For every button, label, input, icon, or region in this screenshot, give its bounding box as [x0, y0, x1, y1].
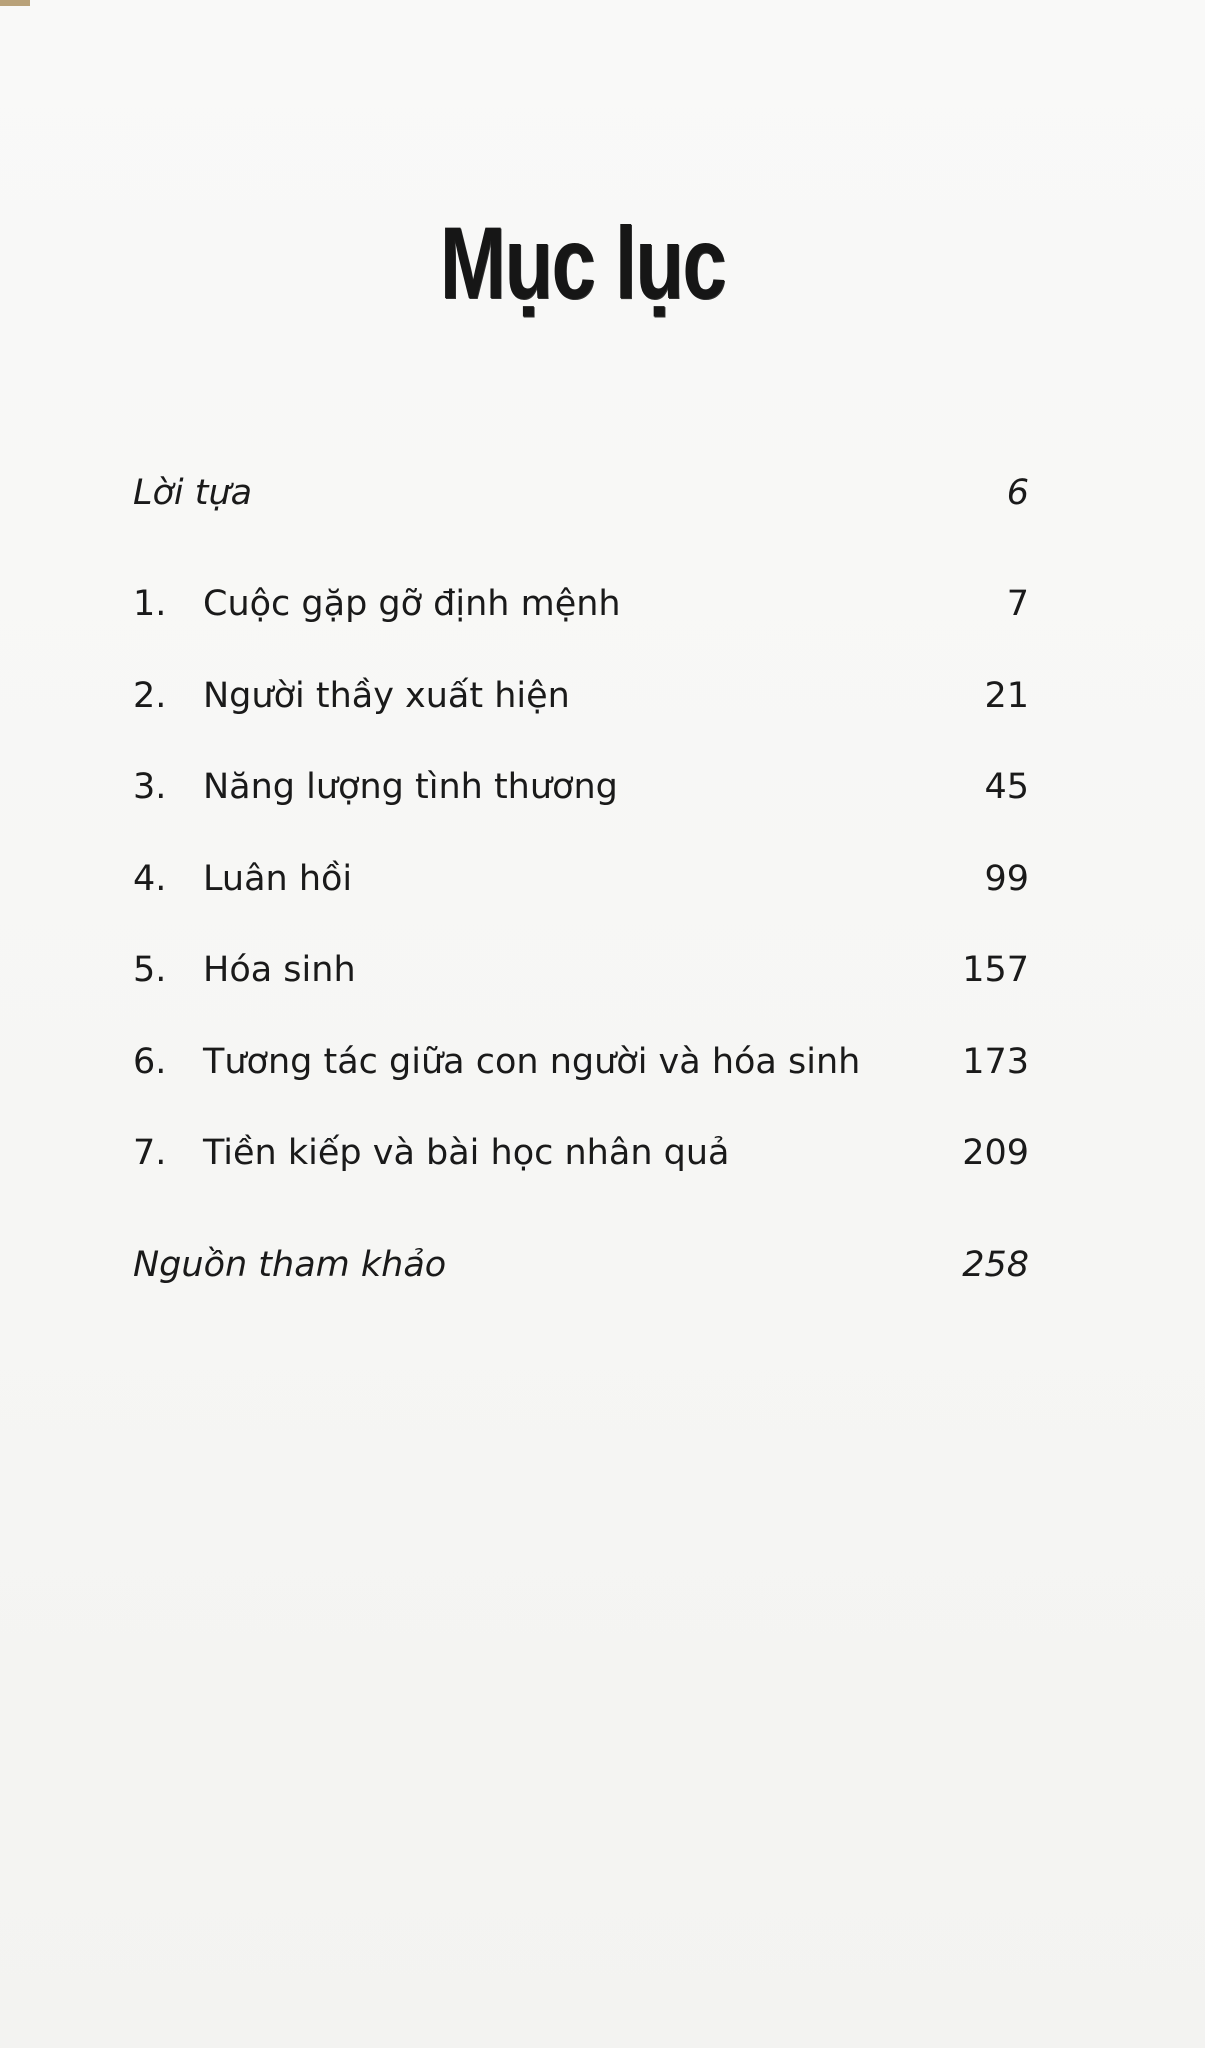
toc-entry-page: 45 [984, 767, 1029, 807]
toc-entry-label: Luân hồi [203, 859, 353, 899]
toc-entry-chapter-6[interactable] [133, 1032, 1029, 1092]
toc-entry-references[interactable] [133, 1235, 1029, 1295]
toc-entry-page: 21 [984, 676, 1029, 716]
toc-entry-chapter-2[interactable] [133, 666, 1029, 726]
toc-entry-number: 5. [133, 950, 167, 990]
toc-entry-chapter-1[interactable] [133, 574, 1029, 634]
toc-entry-label: Tiền kiếp và bài học nhân quả [203, 1133, 730, 1173]
toc-entry-number: 7. [133, 1133, 167, 1173]
toc-entry-label: Hóa sinh [203, 950, 356, 990]
toc-entry-label: Nguồn tham khảo [133, 1245, 447, 1285]
toc-entry-label: Năng lượng tình thương [203, 767, 618, 807]
toc-entry-chapter-5[interactable] [133, 940, 1029, 1000]
toc-entry-page: 258 [962, 1245, 1029, 1285]
toc-entry-chapter-3[interactable] [133, 757, 1029, 817]
toc-entry-number: 6. [133, 1042, 167, 1082]
toc-entry-label: Lời tựa [133, 473, 253, 513]
toc-entry-label: Người thầy xuất hiện [203, 676, 570, 716]
scan-corner-mark [0, 0, 30, 6]
toc-entry-number: 3. [133, 767, 167, 807]
page-title: Mục lục [439, 206, 726, 320]
toc-entry-label: Tương tác giữa con người và hóa sinh [203, 1042, 861, 1082]
toc-entry-preface[interactable] [133, 463, 1029, 523]
toc-entry-page: 7 [1006, 584, 1029, 624]
toc-entry-page: 6 [1006, 473, 1029, 513]
toc-entry-number: 2. [133, 676, 167, 716]
toc-entry-chapter-4[interactable] [133, 849, 1029, 909]
toc-entry-label: Cuộc gặp gỡ định mệnh [203, 584, 621, 624]
toc-entry-chapter-7[interactable] [133, 1123, 1029, 1183]
toc-entry-number: 4. [133, 859, 167, 899]
toc-entry-page: 209 [962, 1133, 1029, 1173]
toc-entry-page: 99 [984, 859, 1029, 899]
toc-entry-page: 157 [962, 950, 1029, 990]
toc-entry-number: 1. [133, 584, 167, 624]
toc-entry-page: 173 [962, 1042, 1029, 1082]
